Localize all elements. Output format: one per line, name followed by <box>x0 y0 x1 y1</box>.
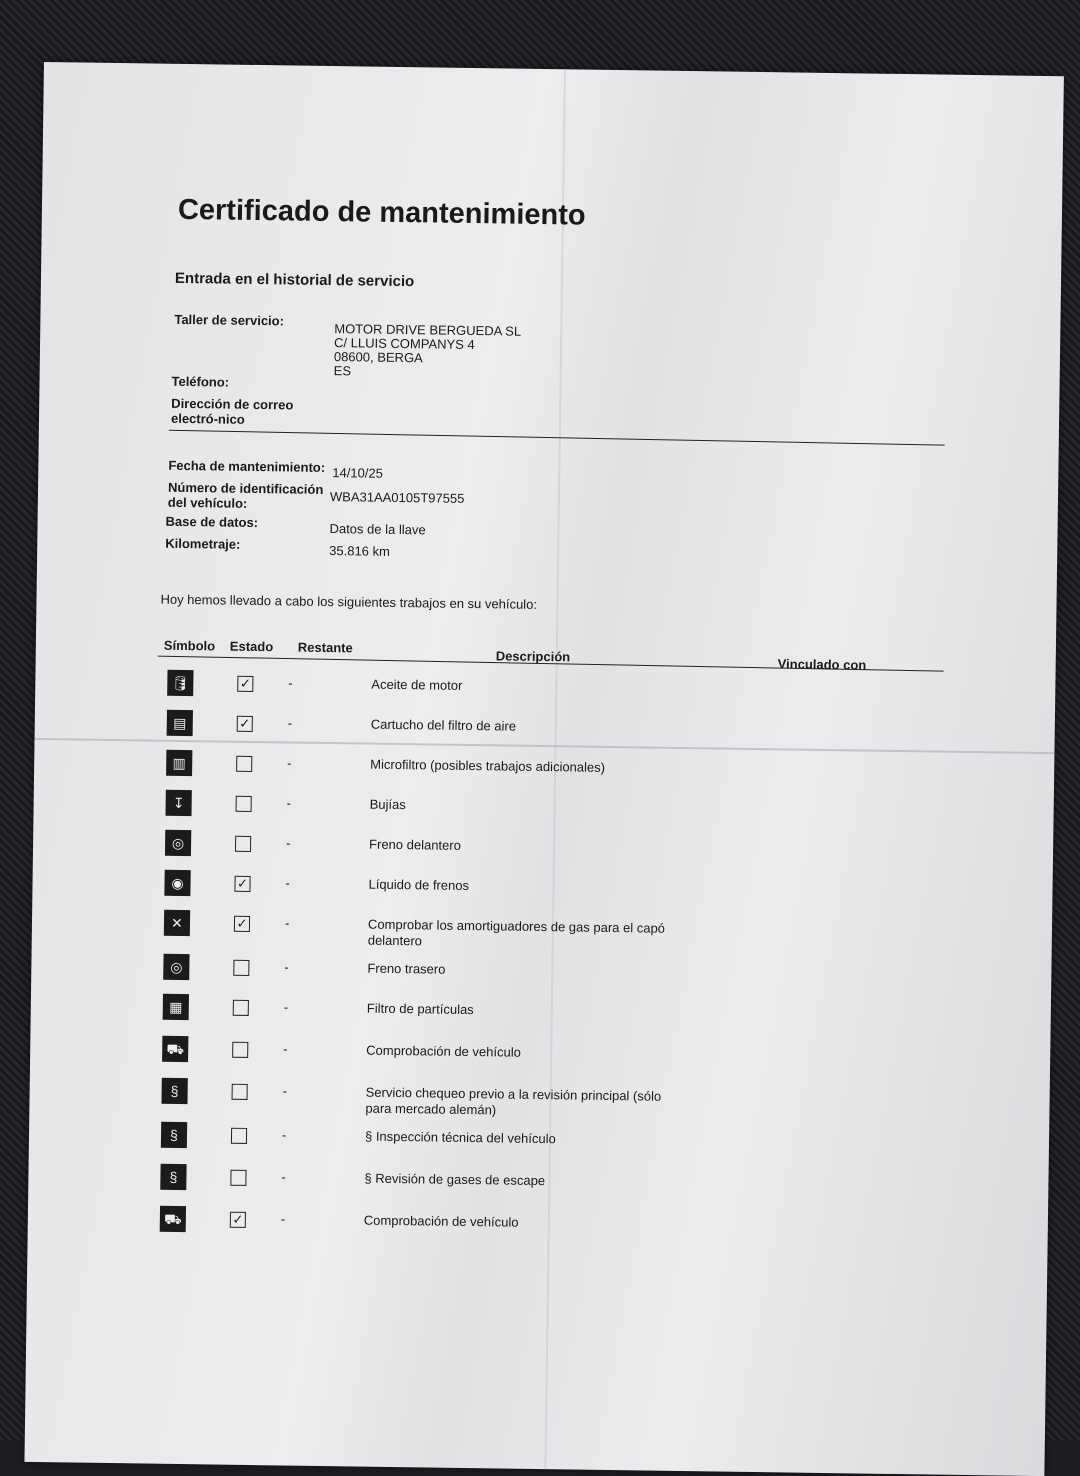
task-description: Microfiltro (posibles trabajos adicionales) <box>370 756 606 775</box>
rear-brake-icon: ◎ <box>163 954 189 980</box>
detail-label: Fecha de mantenimiento: <box>168 457 326 475</box>
task-description: Servicio chequeo previo a la revisión principal (sólo para mercado alemán) <box>365 1084 662 1118</box>
vehicle-check-icon: ⛟ <box>160 1206 186 1232</box>
task-description: Freno trasero <box>367 960 446 977</box>
workshop-label: Taller de servicio: <box>174 311 285 329</box>
remaining-value: - <box>284 915 290 931</box>
mileage-value: 35.816 km <box>329 543 391 559</box>
header-remaining: Restante <box>297 639 353 656</box>
header-symbol: Símbolo <box>163 637 216 654</box>
task-description: § Inspección técnica del vehículo <box>364 1128 556 1147</box>
table-row <box>147 1206 947 1257</box>
task-description: Cartucho del filtro de aire <box>370 716 517 734</box>
remaining-value: - <box>284 959 289 975</box>
database-value: Datos de la llave <box>329 521 426 538</box>
status-checkbox <box>235 836 251 852</box>
task-description: Comprobación de vehículo <box>363 1212 519 1230</box>
front-brake-icon: ◎ <box>165 830 191 856</box>
task-description: Filtro de partículas <box>366 1000 474 1018</box>
task-description: Líquido de frenos <box>368 876 470 894</box>
spark-plug-icon: ↧ <box>165 790 191 816</box>
task-description: Freno delantero <box>369 836 461 853</box>
remaining-value: - <box>288 675 293 691</box>
remaining-value: - <box>281 1169 286 1185</box>
remaining-value: - <box>282 1083 288 1099</box>
workshop-name: MOTOR DRIVE BERGUEDA SL <box>334 321 522 339</box>
maintenance-date: 14/10/25 <box>332 465 384 481</box>
document-title: Certificado de mantenimiento <box>177 193 586 232</box>
detail-label: Kilometraje: <box>165 535 241 552</box>
task-description: Bujías <box>369 796 406 813</box>
detail-label: Base de datos: <box>165 513 259 531</box>
header-linked: Vinculado con <box>777 656 867 673</box>
status-checkbox: ✓ <box>234 876 250 892</box>
divider <box>169 430 945 446</box>
status-checkbox <box>232 1042 248 1058</box>
status-checkbox: ✓ <box>237 716 253 732</box>
status-checkbox <box>232 1084 248 1100</box>
status-checkbox <box>236 756 252 772</box>
air-filter-icon: ▤ <box>167 710 193 736</box>
task-description: Aceite de motor <box>371 676 463 693</box>
oil-can-icon: 🛢 <box>167 670 193 696</box>
remaining-value: - <box>281 1127 287 1143</box>
status-checkbox <box>231 1128 247 1144</box>
workshop-address <box>334 322 522 381</box>
remaining-value: - <box>286 795 292 811</box>
phone-label: Teléfono: <box>171 373 230 390</box>
remaining-value: - <box>286 835 291 851</box>
vehicle-check-icon: ⛟ <box>162 1036 188 1062</box>
vin-value: WBA31AA0105T97555 <box>329 489 465 506</box>
remaining-value: - <box>285 875 291 891</box>
particle-filter-icon: ▦ <box>163 994 189 1020</box>
remaining-value: - <box>287 755 292 771</box>
remaining-value: - <box>280 1211 286 1227</box>
remaining-value: - <box>283 999 289 1015</box>
remaining-value: - <box>283 1041 288 1057</box>
inspection-icon: § <box>161 1078 187 1104</box>
document-subtitle: Entrada en el historial de servicio <box>174 269 415 291</box>
microfilter-icon: ▥ <box>166 750 192 776</box>
task-description: Comprobar los amortiguadores de gas para el capó delantero <box>367 916 666 949</box>
detail-label: Número de identificación del vehículo: <box>167 479 324 511</box>
task-description: Comprobación de vehículo <box>366 1042 521 1060</box>
maintenance-certificate <box>24 62 1063 1476</box>
email-label: Dirección de correo electró-nico <box>170 395 294 427</box>
remaining-value: - <box>287 715 293 731</box>
table-row <box>149 1078 949 1129</box>
header-description: Descripción <box>495 648 571 665</box>
workshop-city: 08600, BERGA <box>333 349 423 366</box>
workshop-country: ES <box>333 363 352 379</box>
task-description: § Revisión de gases de escape <box>364 1170 546 1189</box>
status-checkbox <box>236 796 252 812</box>
tools-icon: ✕ <box>164 910 190 936</box>
status-checkbox <box>233 960 249 976</box>
brake-fluid-icon: ◉ <box>164 870 190 896</box>
status-checkbox: ✓ <box>230 1212 246 1228</box>
workshop-street: C/ LLUIS COMPANYS 4 <box>334 335 475 353</box>
status-checkbox <box>233 1000 249 1016</box>
intro-text: Hoy hemos llevado a cabo los siguientes trabajos en su vehículo: <box>160 591 538 612</box>
exhaust-icon: § <box>160 1164 186 1190</box>
status-checkbox: ✓ <box>237 676 253 692</box>
header-status: Estado <box>229 638 274 655</box>
status-checkbox: ✓ <box>234 916 250 932</box>
inspection-icon: § <box>161 1122 187 1148</box>
status-checkbox <box>230 1170 246 1186</box>
